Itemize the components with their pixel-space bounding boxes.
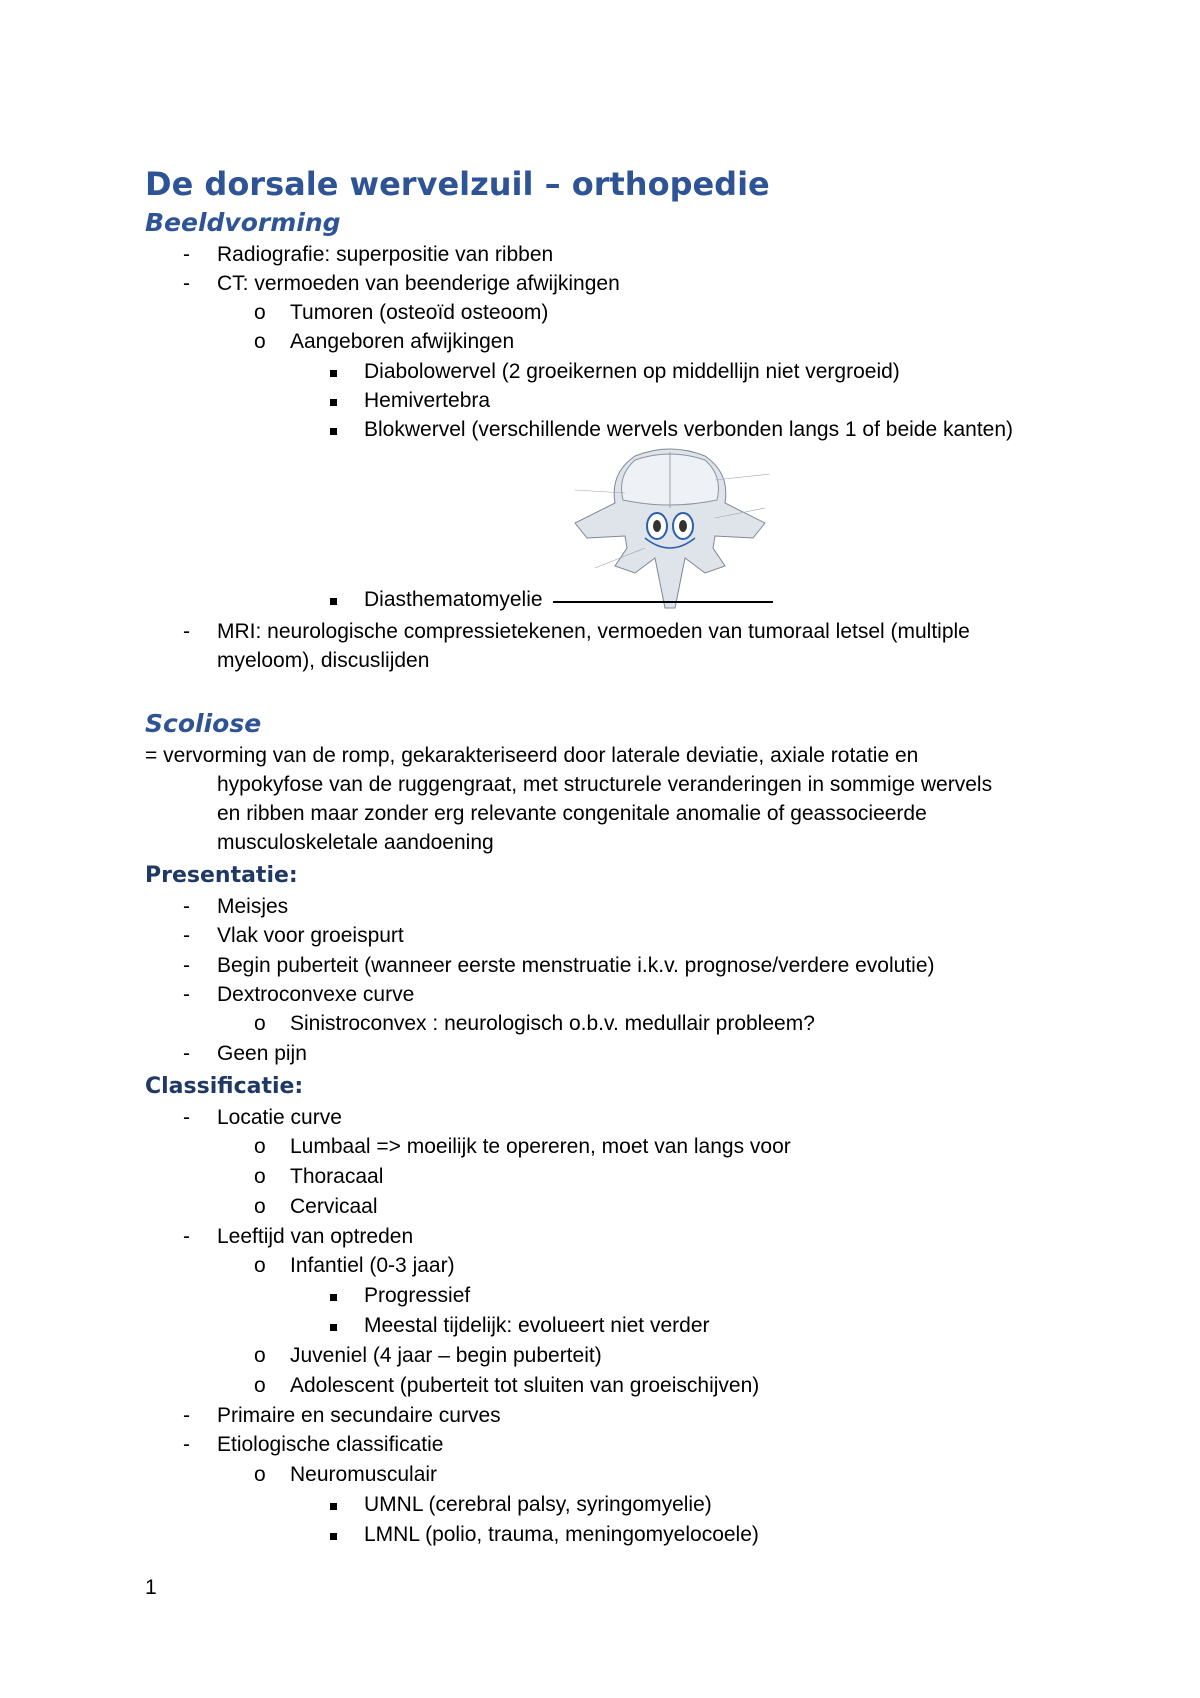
list-item: Meisjes (217, 895, 289, 918)
square-bullet (330, 1533, 337, 1540)
list-item: Juveniel (4 jaar – begin puberteit) (290, 1344, 602, 1367)
list-item: Cervicaal (290, 1195, 378, 1218)
list-item: CT: vermoeden van beenderige afwijkingen (217, 272, 620, 295)
list-item: Tumoren (osteoïd osteoom) (290, 301, 549, 324)
square-bullet (330, 1324, 337, 1331)
list-item: Primaire en secundaire curves (217, 1404, 501, 1427)
list-item: Vlak voor groeispurt (217, 924, 404, 947)
list-item: Dextroconvexe curve (217, 983, 415, 1006)
list-item: Diabolowervel (2 groeikernen op middellijn niet vergroeid) (364, 360, 900, 383)
vertebra-illustration (565, 448, 775, 610)
heading-classificatie: Classificatie: (145, 1074, 304, 1099)
page-title: De dorsale wervelzuil – orthopedie (145, 165, 770, 203)
list-item: Infantiel (0-3 jaar) (290, 1254, 455, 1277)
square-bullet (330, 399, 337, 406)
list-item: Thoracaal (290, 1165, 384, 1188)
list-item: Hemivertebra (364, 389, 491, 412)
list-item: Etiologische classificatie (217, 1433, 444, 1456)
list-item: LMNL (polio, trauma, meningomyelocoele) (364, 1523, 759, 1546)
dash-bullet: - (183, 1225, 190, 1248)
dash-bullet: - (183, 272, 190, 295)
definition-line: = vervorming van de romp, gekarakteriseerd door laterale deviatie, axiale rotatie en (145, 744, 919, 767)
list-item: Locatie curve (217, 1106, 342, 1129)
list-item: Blokwervel (verschillende wervels verbonden langs 1 of beide kanten) (364, 418, 1014, 441)
definition-line: musculoskeletale aandoening (217, 831, 494, 854)
square-bullet (330, 1294, 337, 1301)
circle-bullet: o (254, 1374, 266, 1397)
list-item: Begin puberteit (wanneer eerste menstruatie i.k.v. prognose/verdere evolutie) (217, 954, 935, 977)
dash-bullet: - (183, 895, 190, 918)
dash-bullet: - (183, 1106, 190, 1129)
list-item: Aangeboren afwijkingen (290, 330, 515, 353)
dash-bullet: - (183, 1042, 190, 1065)
dash-bullet: - (183, 954, 190, 977)
list-item: Diasthematomyelie (364, 588, 543, 611)
circle-bullet: o (254, 1165, 266, 1188)
dash-bullet: - (183, 1404, 190, 1427)
definition-line: hypokyfose van de ruggengraat, met structurele veranderingen in sommige wervels (217, 773, 993, 796)
circle-bullet: o (254, 330, 266, 353)
list-item: Geen pijn (217, 1042, 307, 1065)
list-item: Progressief (364, 1284, 471, 1307)
list-item: Radiografie: superpositie van ribben (217, 243, 554, 266)
circle-bullet: o (254, 1195, 266, 1218)
list-item: Leeftijd van optreden (217, 1225, 414, 1248)
list-item: Lumbaal => moeilijk te opereren, moet van langs voor (290, 1135, 791, 1158)
square-bullet (330, 428, 337, 435)
list-item: Meestal tijdelijk: evolueert niet verder (364, 1314, 710, 1337)
dash-bullet: - (183, 983, 190, 1006)
circle-bullet: o (254, 1254, 266, 1277)
circle-bullet: o (254, 1344, 266, 1367)
dash-bullet: - (183, 1433, 190, 1456)
definition-line: en ribben maar zonder erg relevante congenitale anomalie of geassocieerde (217, 802, 927, 825)
heading-beeldvorming: Beeldvorming (145, 208, 341, 237)
dash-bullet: - (183, 243, 190, 266)
circle-bullet: o (254, 1463, 266, 1486)
list-item-continued: myeloom), discuslijden (217, 649, 430, 672)
square-bullet (330, 370, 337, 377)
list-item: Sinistroconvex : neurologisch o.b.v. medullair probleem? (290, 1012, 815, 1035)
heading-scoliose: Scoliose (145, 709, 262, 738)
square-bullet (330, 1503, 337, 1510)
circle-bullet: o (254, 1135, 266, 1158)
dash-bullet: - (183, 924, 190, 947)
dash-bullet: - (183, 620, 190, 643)
circle-bullet: o (254, 1012, 266, 1035)
page-number: 1 (145, 1576, 157, 1599)
circle-bullet: o (254, 301, 266, 324)
square-bullet (330, 598, 337, 605)
list-item: Neuromusculair (290, 1463, 438, 1486)
heading-presentatie: Presentatie: (145, 863, 298, 888)
list-item: MRI: neurologische compressietekenen, vermoeden van tumoraal letsel (multiple (217, 620, 970, 643)
list-item: UMNL (cerebral palsy, syringomyelie) (364, 1493, 712, 1516)
list-item: Adolescent (puberteit tot sluiten van groeischijven) (290, 1374, 760, 1397)
underline-rule (553, 601, 773, 603)
